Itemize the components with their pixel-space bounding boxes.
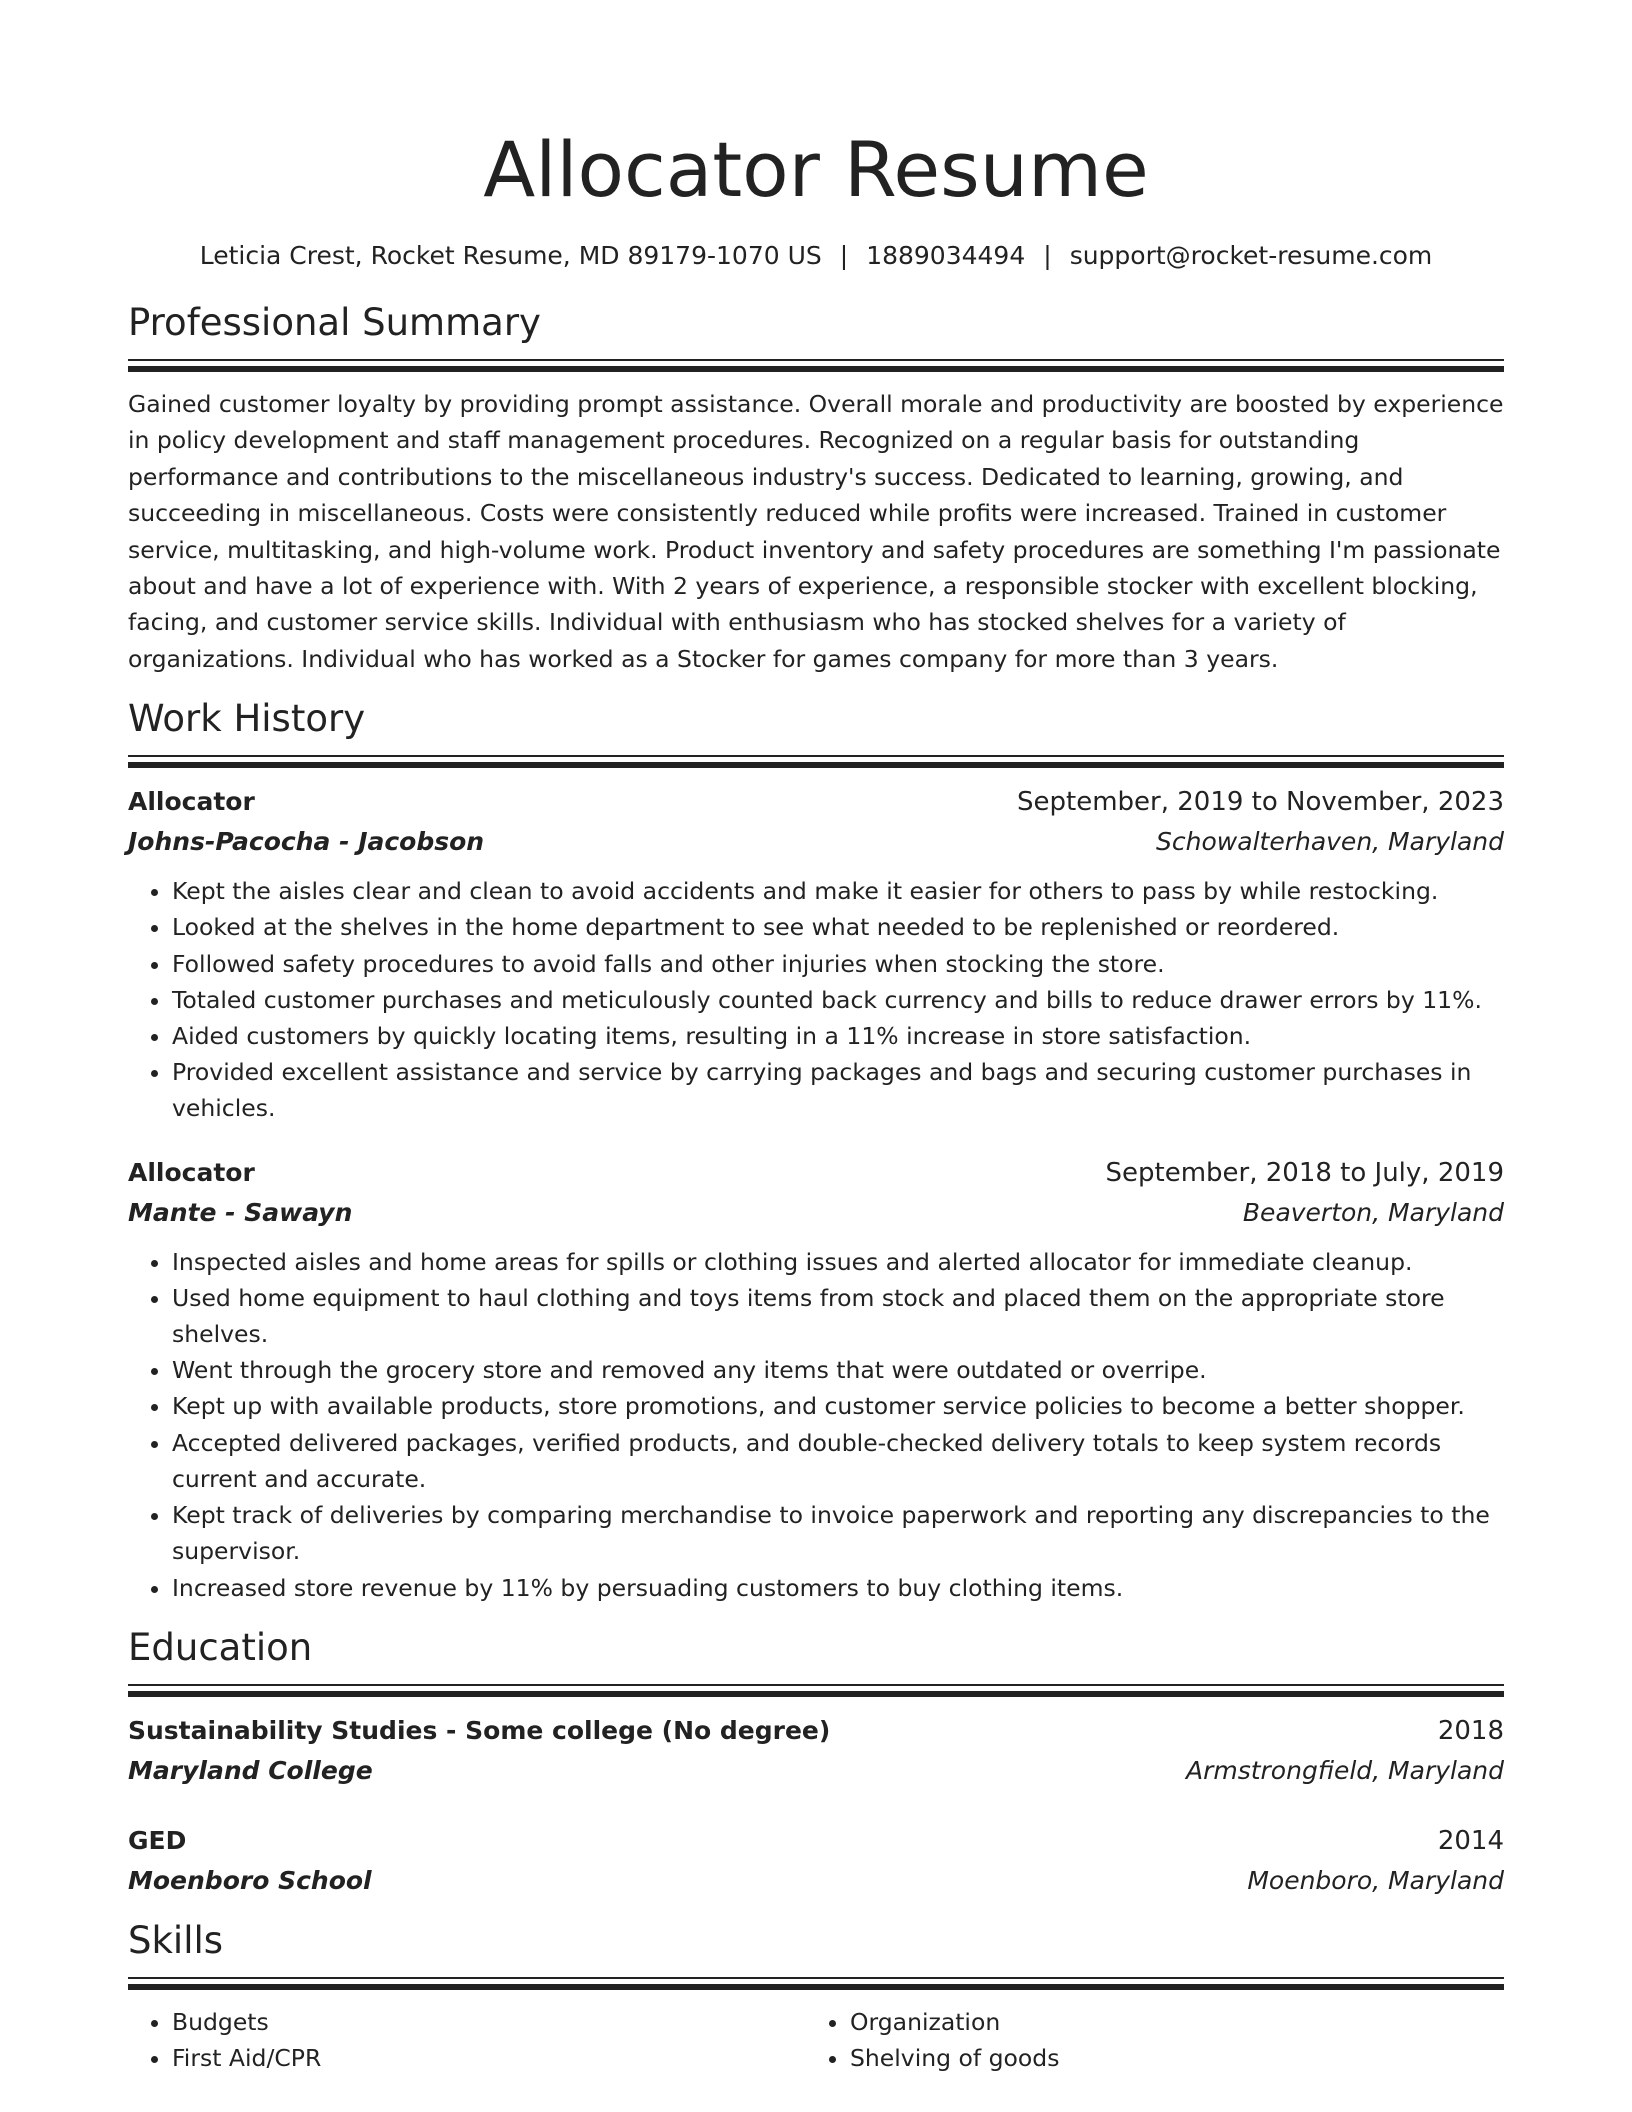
education-degree-row [128,1821,1504,1861]
list-item: • Went through the grocery store and removed any items that were outdated or overripe. [172,1352,1504,1388]
list-item: • Budgets [172,2004,806,2040]
job-company-row [128,822,1504,862]
list-item: • Used home equipment to haul clothing and toys items from stock and placed them on the appropriate store shelves. [172,1280,1504,1352]
section-heading-skills: Skills [128,1918,224,1962]
education-entry [128,1821,1504,1901]
section-heading-work: Work History [128,697,366,741]
list-item: • Totaled customer purchases and meticulously counted back currency and bills to reduce drawer errors by 11%. [172,982,1504,1018]
skills-list-right [806,2004,1484,2076]
section-rule [128,1684,1504,1697]
section-heading-education: Education [128,1625,313,1669]
education-school-row [128,1861,1504,1901]
resume-title: Allocator Resume [483,125,1149,214]
job-company: Johns-Pacocha - Jacobson [128,827,485,857]
job-company: Mante - Sawayn [128,1197,353,1227]
skills-columns [128,2004,1504,2076]
job-location: Schowalterhaven, Maryland [1156,827,1504,857]
skills-section [128,1917,1504,2076]
list-item: • Inspected aisles and home areas for spills or clothing issues and alerted allocator for immediate cleanup. [172,1244,1504,1280]
list-item: • Followed safety procedures to avoid falls and other injuries when stocking the store. [172,946,1504,982]
resume-page [128,0,1504,2076]
contact-line [128,239,1504,273]
contact-separator: | [839,241,849,270]
education-year: 2018 [1437,1715,1504,1746]
job-entry [128,782,1504,1126]
education-section [128,1624,1504,1901]
job-title: Allocator [128,787,255,817]
section-rule [128,755,1504,768]
job-title: Allocator [128,1157,255,1187]
contact-address: Leticia Crest, Rocket Resume, MD 89179-1070 US [199,241,822,270]
education-degree: GED [128,1825,187,1855]
contact-separator: | [1043,241,1052,270]
job-header-row [128,782,1504,822]
education-degree-row [128,1711,1504,1751]
list-item: • Increased store revenue by 11% by persuading customers to buy clothing items. [172,1570,1504,1606]
summary-text: Gained customer loyalty by providing prompt assistance. Overall morale and productivity are boosted by experience in policy development and staff management procedures. Recognized on a regular basis for outstanding performance and contributions to the miscellaneous industry's success. Dedicated to learning, growing, and succeeding in miscellaneous. Costs were consistently reduced while profits were increased. Trained in customer service, multitasking, and high-volume work. Product inventory and safety procedures are something I'm passionate about and have a lot of experience with. With 2 years of experience, a responsible stocker with excellent blocking, facing, and customer service skills. Individual with enthusiasm who has stocked shelves for a variety of organizations. Individual who has worked as a Stocker for games company for more than 3 years. [128,390,1504,673]
list-item: • Kept up with available products, store promotions, and customer service policies to become a better shopper. [172,1388,1504,1424]
list-item: • Accepted delivered packages, verified products, and double-checked delivery totals to keep system records current and accurate. [172,1425,1504,1497]
job-dates: September, 2019 to November, 2023 [1017,787,1504,818]
list-item: • Aided customers by quickly locating items, resulting in a 11% increase in store satisfaction. [172,1018,1504,1054]
skills-list-left [128,2004,806,2076]
summary-section [128,299,1504,677]
job-dates: September, 2018 to July, 2019 [1105,1157,1504,1188]
list-item: • Looked at the shelves in the home department to see what needed to be replenished or reordered. [172,909,1504,945]
education-year: 2014 [1437,1825,1504,1856]
list-item: • First Aid/CPR [172,2040,806,2076]
section-rule [128,359,1504,372]
education-school-row [128,1751,1504,1791]
education-location: Moenboro, Maryland [1247,1865,1504,1895]
job-entry [128,1153,1504,1606]
education-entry [128,1711,1504,1791]
list-item: • Kept track of deliveries by comparing merchandise to invoice paperwork and reporting any discrepancies to the supervisor. [172,1497,1504,1569]
list-item: • Shelving of goods [850,2040,1484,2076]
job-location: Beaverton, Maryland [1242,1197,1504,1227]
job-header-row [128,1153,1504,1193]
work-history-section [128,695,1504,1605]
list-item: • Provided excellent assistance and service by carrying packages and bags and securing customer purchases in vehicles. [172,1054,1504,1126]
education-location: Armstrongfield, Maryland [1185,1755,1504,1785]
job-duties-list [128,1244,1504,1606]
education-degree: Sustainability Studies - Some college (No degree) [128,1715,831,1745]
section-heading-summary: Professional Summary [128,301,541,344]
job-company-row [128,1193,1504,1233]
job-duties-list [128,873,1504,1126]
education-school: Maryland College [128,1755,373,1785]
list-item: • Kept the aisles clear and clean to avoid accidents and make it easier for others to pass by while restocking. [172,873,1504,909]
contact-email: support@rocket-resume.com [1069,241,1433,270]
education-school: Moenboro School [128,1865,372,1895]
section-rule [128,1977,1504,1990]
contact-phone: 1889034494 [866,241,1026,270]
list-item: • Organization [850,2004,1484,2040]
